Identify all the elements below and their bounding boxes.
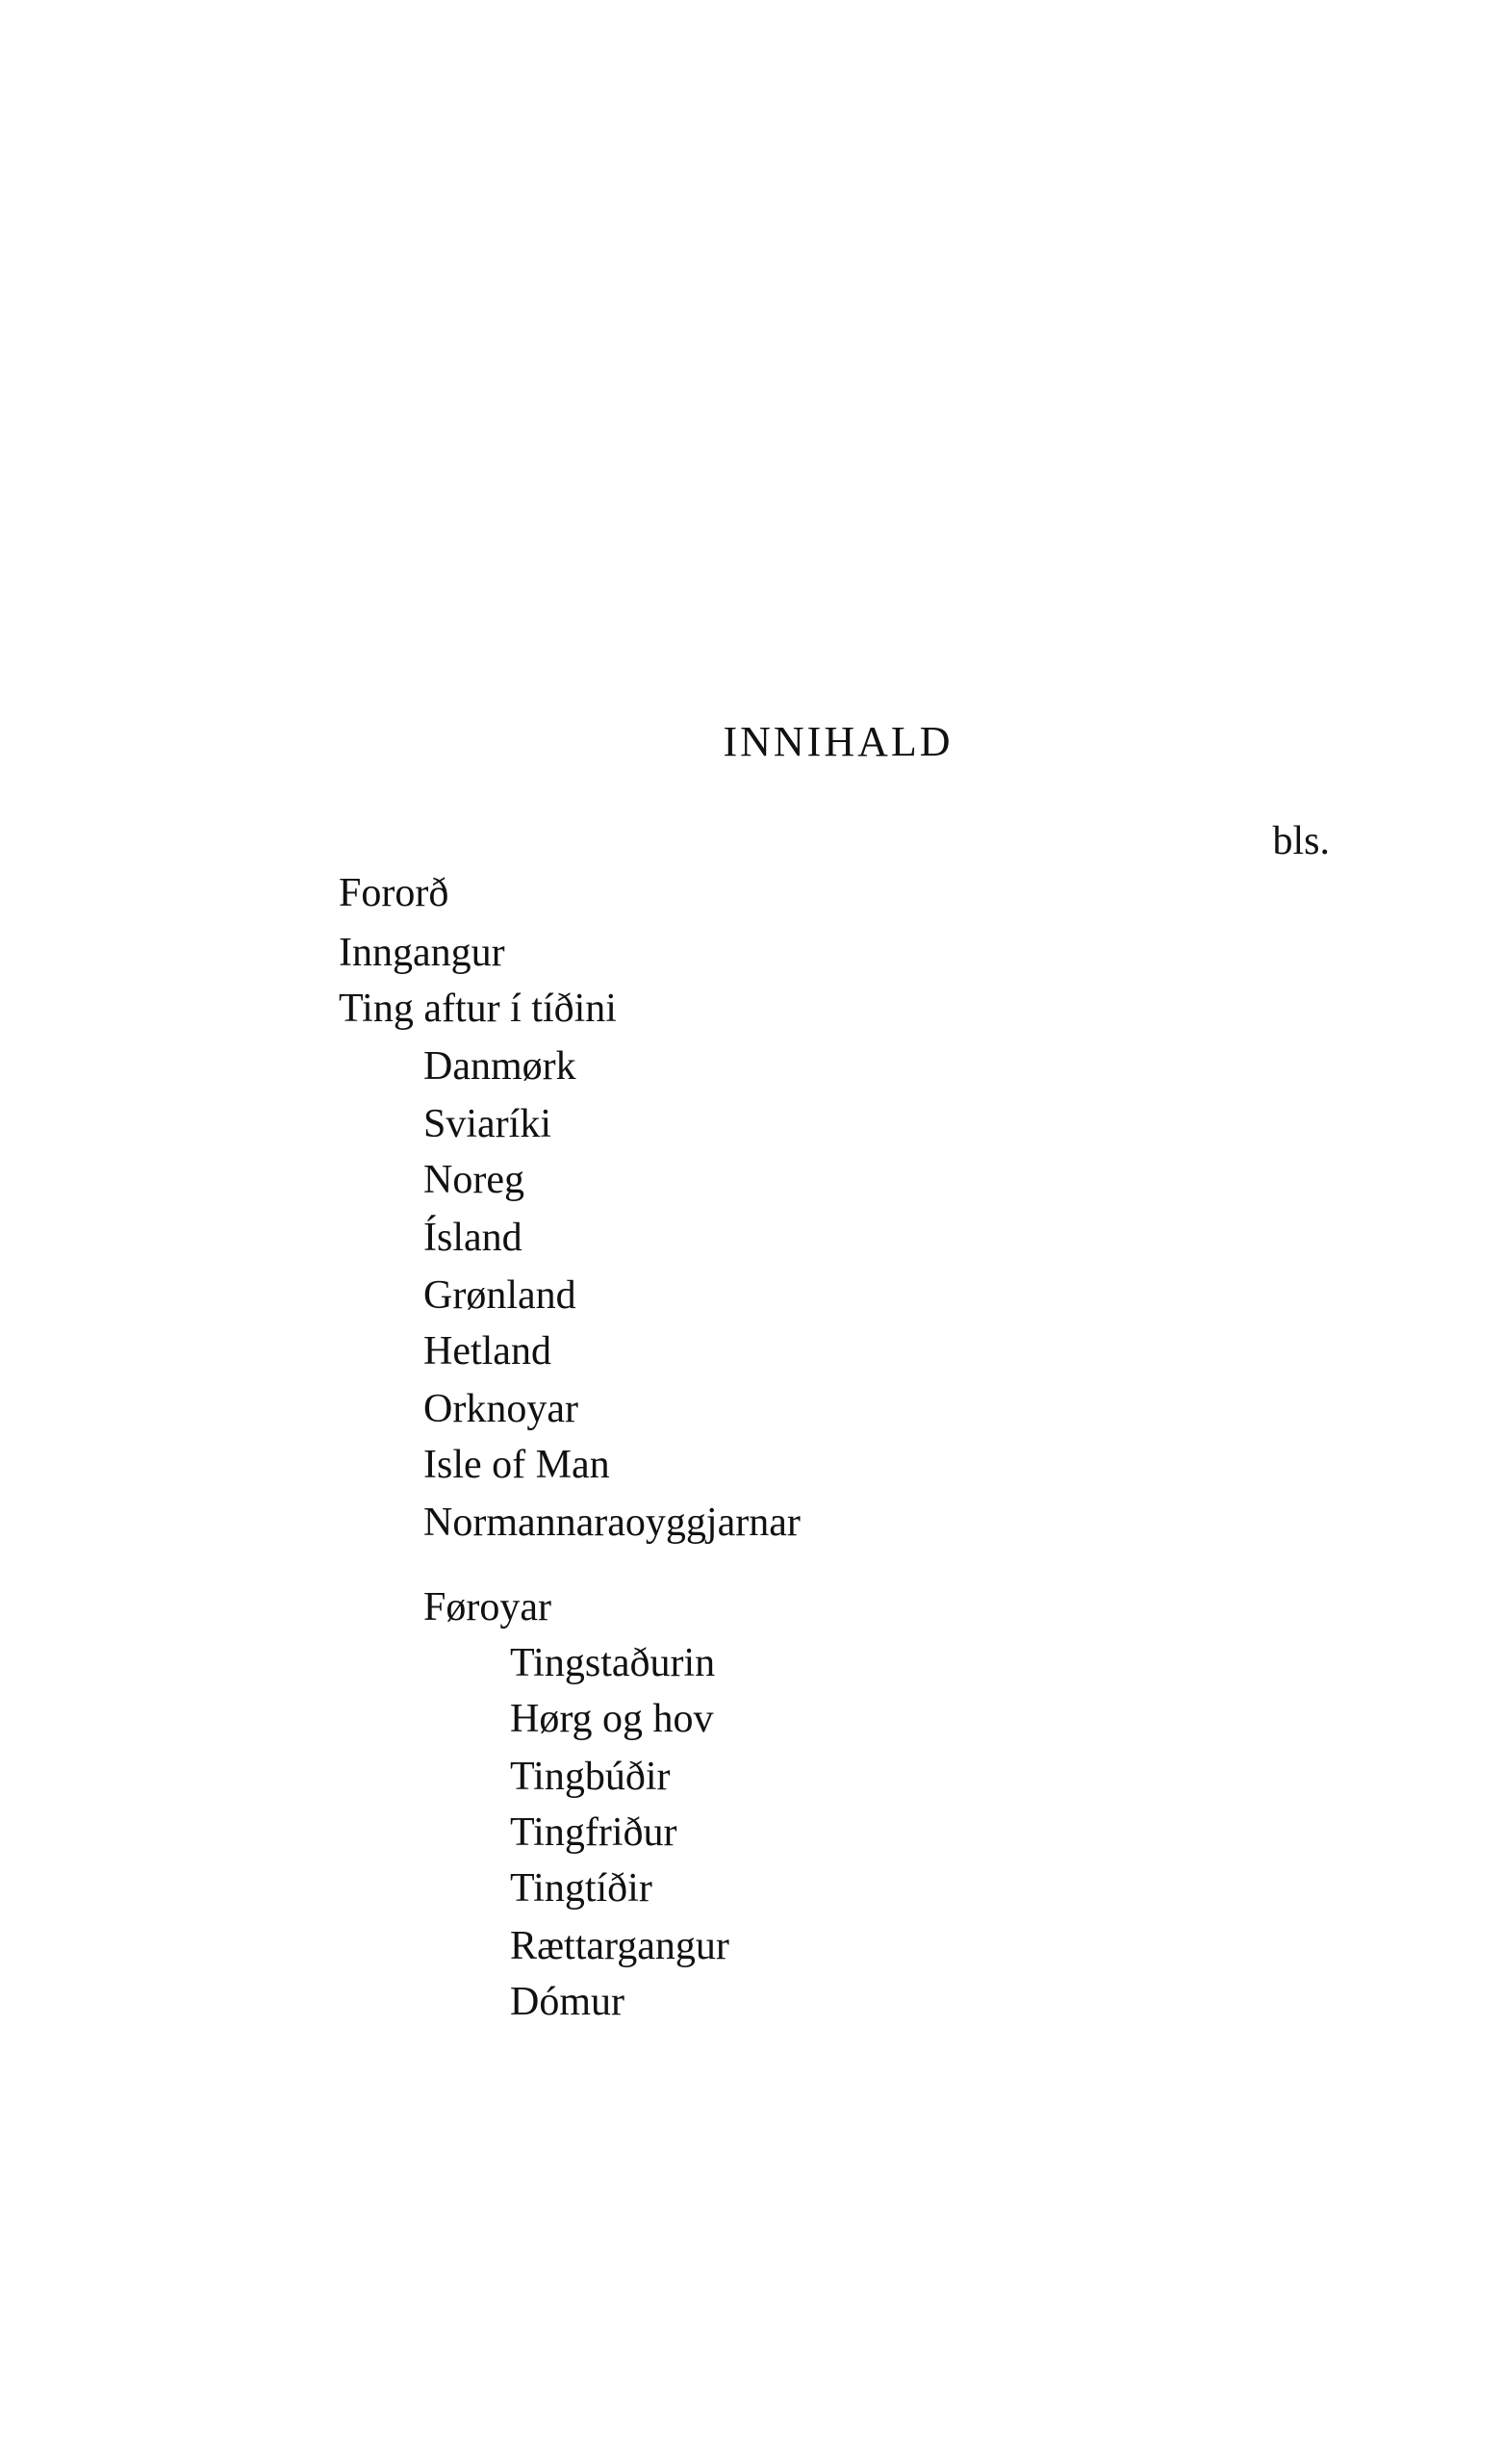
- toc-entry-label: Sviaríki: [423, 1097, 551, 1151]
- toc-entry-label: Ting aftur í tíðini: [339, 982, 617, 1036]
- toc-entry-label: Normannaraoyggjarnar: [423, 1496, 801, 1550]
- toc-entry-label: Tingstaðurin: [510, 1636, 715, 1690]
- toc-entry-label: Grønland: [423, 1269, 576, 1322]
- toc-entry-label: Dómur: [510, 1975, 624, 2029]
- toc-entry-label: Føroyar: [423, 1580, 551, 1634]
- contents-title: INNIHALD: [723, 718, 954, 765]
- toc-entry-label: Noreg: [423, 1153, 524, 1207]
- toc-entry-label: Tingtíðir: [510, 1861, 652, 1915]
- toc-entry-label: Hørg og hov: [510, 1692, 714, 1746]
- toc-entry-label: Inngangur: [339, 926, 505, 980]
- page-column-header: bls.: [1272, 819, 1330, 863]
- toc-entry-label: Tingfriður: [510, 1806, 676, 1860]
- toc-entry-label: Fororð: [339, 866, 448, 920]
- toc-entry-label: Rættargangur: [510, 1919, 729, 1973]
- toc-entry-label: Tingbúðir: [510, 1750, 671, 1804]
- toc-entry-label: Orknoyar: [423, 1382, 578, 1436]
- toc-entry-label: Ísland: [423, 1211, 522, 1265]
- toc-entry-label: Isle of Man: [423, 1438, 610, 1492]
- toc-entry-label: Danmørk: [423, 1040, 576, 1093]
- toc-entry-label: Hetland: [423, 1324, 551, 1378]
